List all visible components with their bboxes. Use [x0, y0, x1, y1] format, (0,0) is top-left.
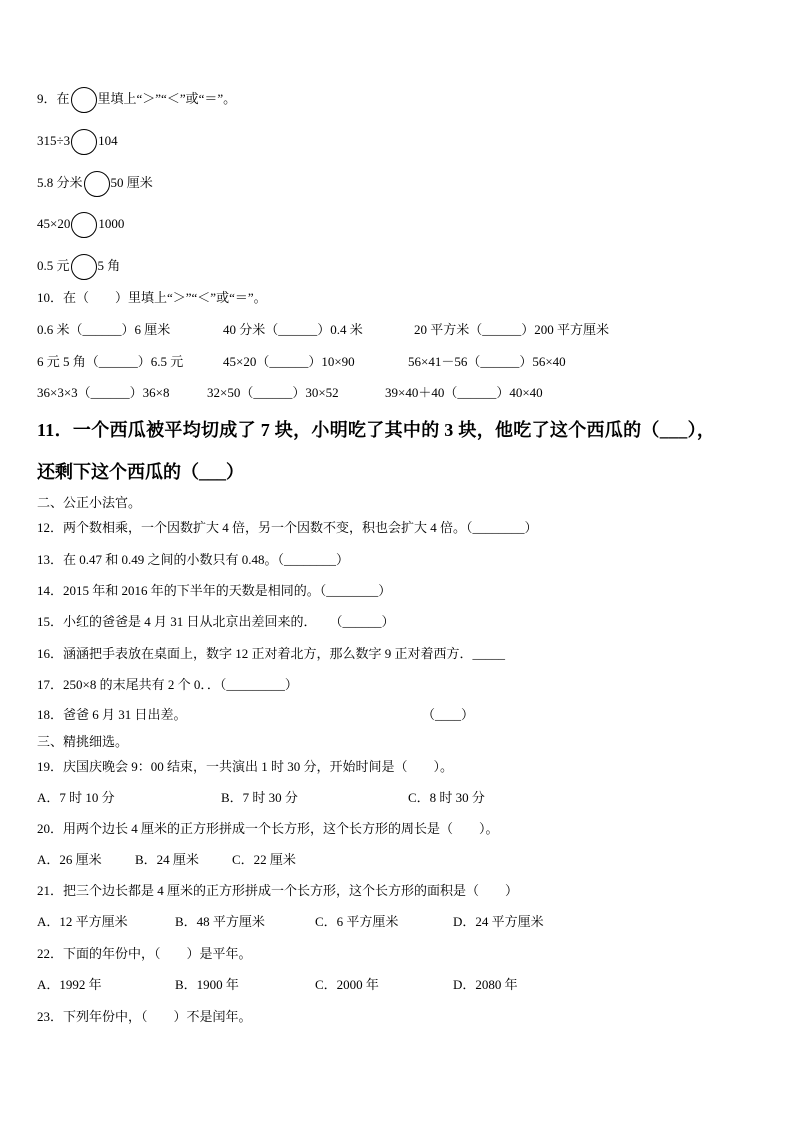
section-heading: 三、精挑细选。: [37, 734, 129, 749]
q9-title-pre: 9．在: [37, 90, 70, 106]
q10-title: 10．在（ ）里填上“＞”“＜”或“＝”。: [37, 290, 267, 305]
section-heading: 二、公正小法官。: [37, 495, 142, 510]
q9-title-post: 里填上“＞”“＜”或“＝”。: [97, 90, 237, 106]
q10-cell: 45×20（______）10×90: [223, 354, 355, 369]
q9-left: 45×20: [37, 215, 71, 231]
q10-cell: 32×50（______）30×52: [207, 385, 339, 400]
q18-text: 18．爸爸 6 月 31 日出差。: [37, 707, 187, 722]
option[interactable]: C．8 时 30 分: [408, 790, 485, 805]
option[interactable]: B．1900 年: [175, 977, 239, 992]
option[interactable]: A．12 平方厘米: [37, 914, 128, 929]
option[interactable]: B．24 厘米: [135, 852, 199, 867]
q18-blank[interactable]: （____）: [422, 707, 475, 722]
compare-circle[interactable]: [71, 87, 97, 113]
q9-row-2: [37, 171, 153, 197]
q9-left: 315÷3: [37, 132, 71, 148]
q22-stem: 22．下面的年份中，（ ）是平年。: [37, 946, 252, 961]
q9-left: 0.5 元: [37, 257, 70, 273]
compare-circle[interactable]: [71, 129, 97, 155]
q9-right: 104: [98, 132, 118, 148]
q9-row-1: [37, 129, 118, 155]
option[interactable]: C．2000 年: [315, 977, 379, 992]
option[interactable]: B．48 平方厘米: [175, 914, 265, 929]
q10-cell: 36×3×3（______）36×8: [37, 385, 170, 400]
option[interactable]: A．1992 年: [37, 977, 102, 992]
q19-stem: 19．庆国庆晚会 9：00 结束，一共演出 1 时 30 分，开始时间是（ ）。: [37, 759, 454, 774]
option[interactable]: C．22 厘米: [232, 852, 296, 867]
option[interactable]: A．26 厘米: [37, 852, 102, 867]
q20-stem: 20．用两个边长 4 厘米的正方形拼成一个长方形，这个长方形的周长是（ ）。: [37, 821, 499, 836]
q10-cell: 56×41－56（______）56×40: [408, 354, 566, 369]
option[interactable]: D．2080 年: [453, 977, 518, 992]
q9-row-4: [37, 254, 120, 280]
q11-line-1: 11．一个西瓜被平均切成了 7 块，小明吃了其中的 3 块，他吃了这个西瓜的（___），: [37, 420, 716, 440]
judge-item: 12．两个数相乘，一个因数扩大 4 倍，另一个因数不变，积也会扩大 4 倍。（________）: [37, 520, 538, 535]
judge-item: 15．小红的爸爸是 4 月 31 日从北京出差回来的． （______）: [37, 614, 395, 629]
q10-cell: 0.6 米（______）6 厘米: [37, 322, 171, 337]
compare-circle[interactable]: [71, 254, 97, 280]
q21-stem: 21．把三个边长都是 4 厘米的正方形拼成一个长方形，这个长方形的面积是（ ）: [37, 883, 519, 898]
q9-title: [37, 87, 236, 113]
q10-cell: 39×40＋40（______）40×40: [385, 385, 543, 400]
q9-row-3: [37, 212, 124, 238]
compare-circle[interactable]: [71, 212, 97, 238]
judge-item: 16．涵涵把手表放在桌面上，数字 12 正对着北方，那么数字 9 正对着西方．_____: [37, 646, 506, 661]
option[interactable]: D．24 平方厘米: [453, 914, 544, 929]
judge-item: 17．250×8 的末尾共有 2 个 0．．（_________）: [37, 677, 298, 692]
option[interactable]: A．7 时 10 分: [37, 790, 115, 805]
q11-line-2: 还剩下这个西瓜的（___）: [37, 462, 244, 482]
judge-item: 13．在 0.47 和 0.49 之间的小数只有 0.48。（________）: [37, 552, 350, 567]
option[interactable]: B．7 时 30 分: [221, 790, 298, 805]
q10-cell: 20 平方米（______）200 平方厘米: [414, 322, 610, 337]
q23-stem: 23．下列年份中，（ ）不是闰年。: [37, 1009, 252, 1024]
q10-cell: 40 分米（______）0.4 米: [223, 322, 363, 337]
q9-right: 1000: [98, 215, 125, 231]
q9-left: 5.8 分米: [37, 174, 83, 190]
option[interactable]: C．6 平方厘米: [315, 914, 399, 929]
compare-circle[interactable]: [84, 171, 110, 197]
q9-right: 50 厘米: [110, 174, 153, 190]
judge-item: 14．2015 年和 2016 年的下半年的天数是相同的。（________）: [37, 583, 392, 598]
q9-right: 5 角: [97, 257, 121, 273]
q10-cell: 6 元 5 角（______）6.5 元: [37, 354, 184, 369]
